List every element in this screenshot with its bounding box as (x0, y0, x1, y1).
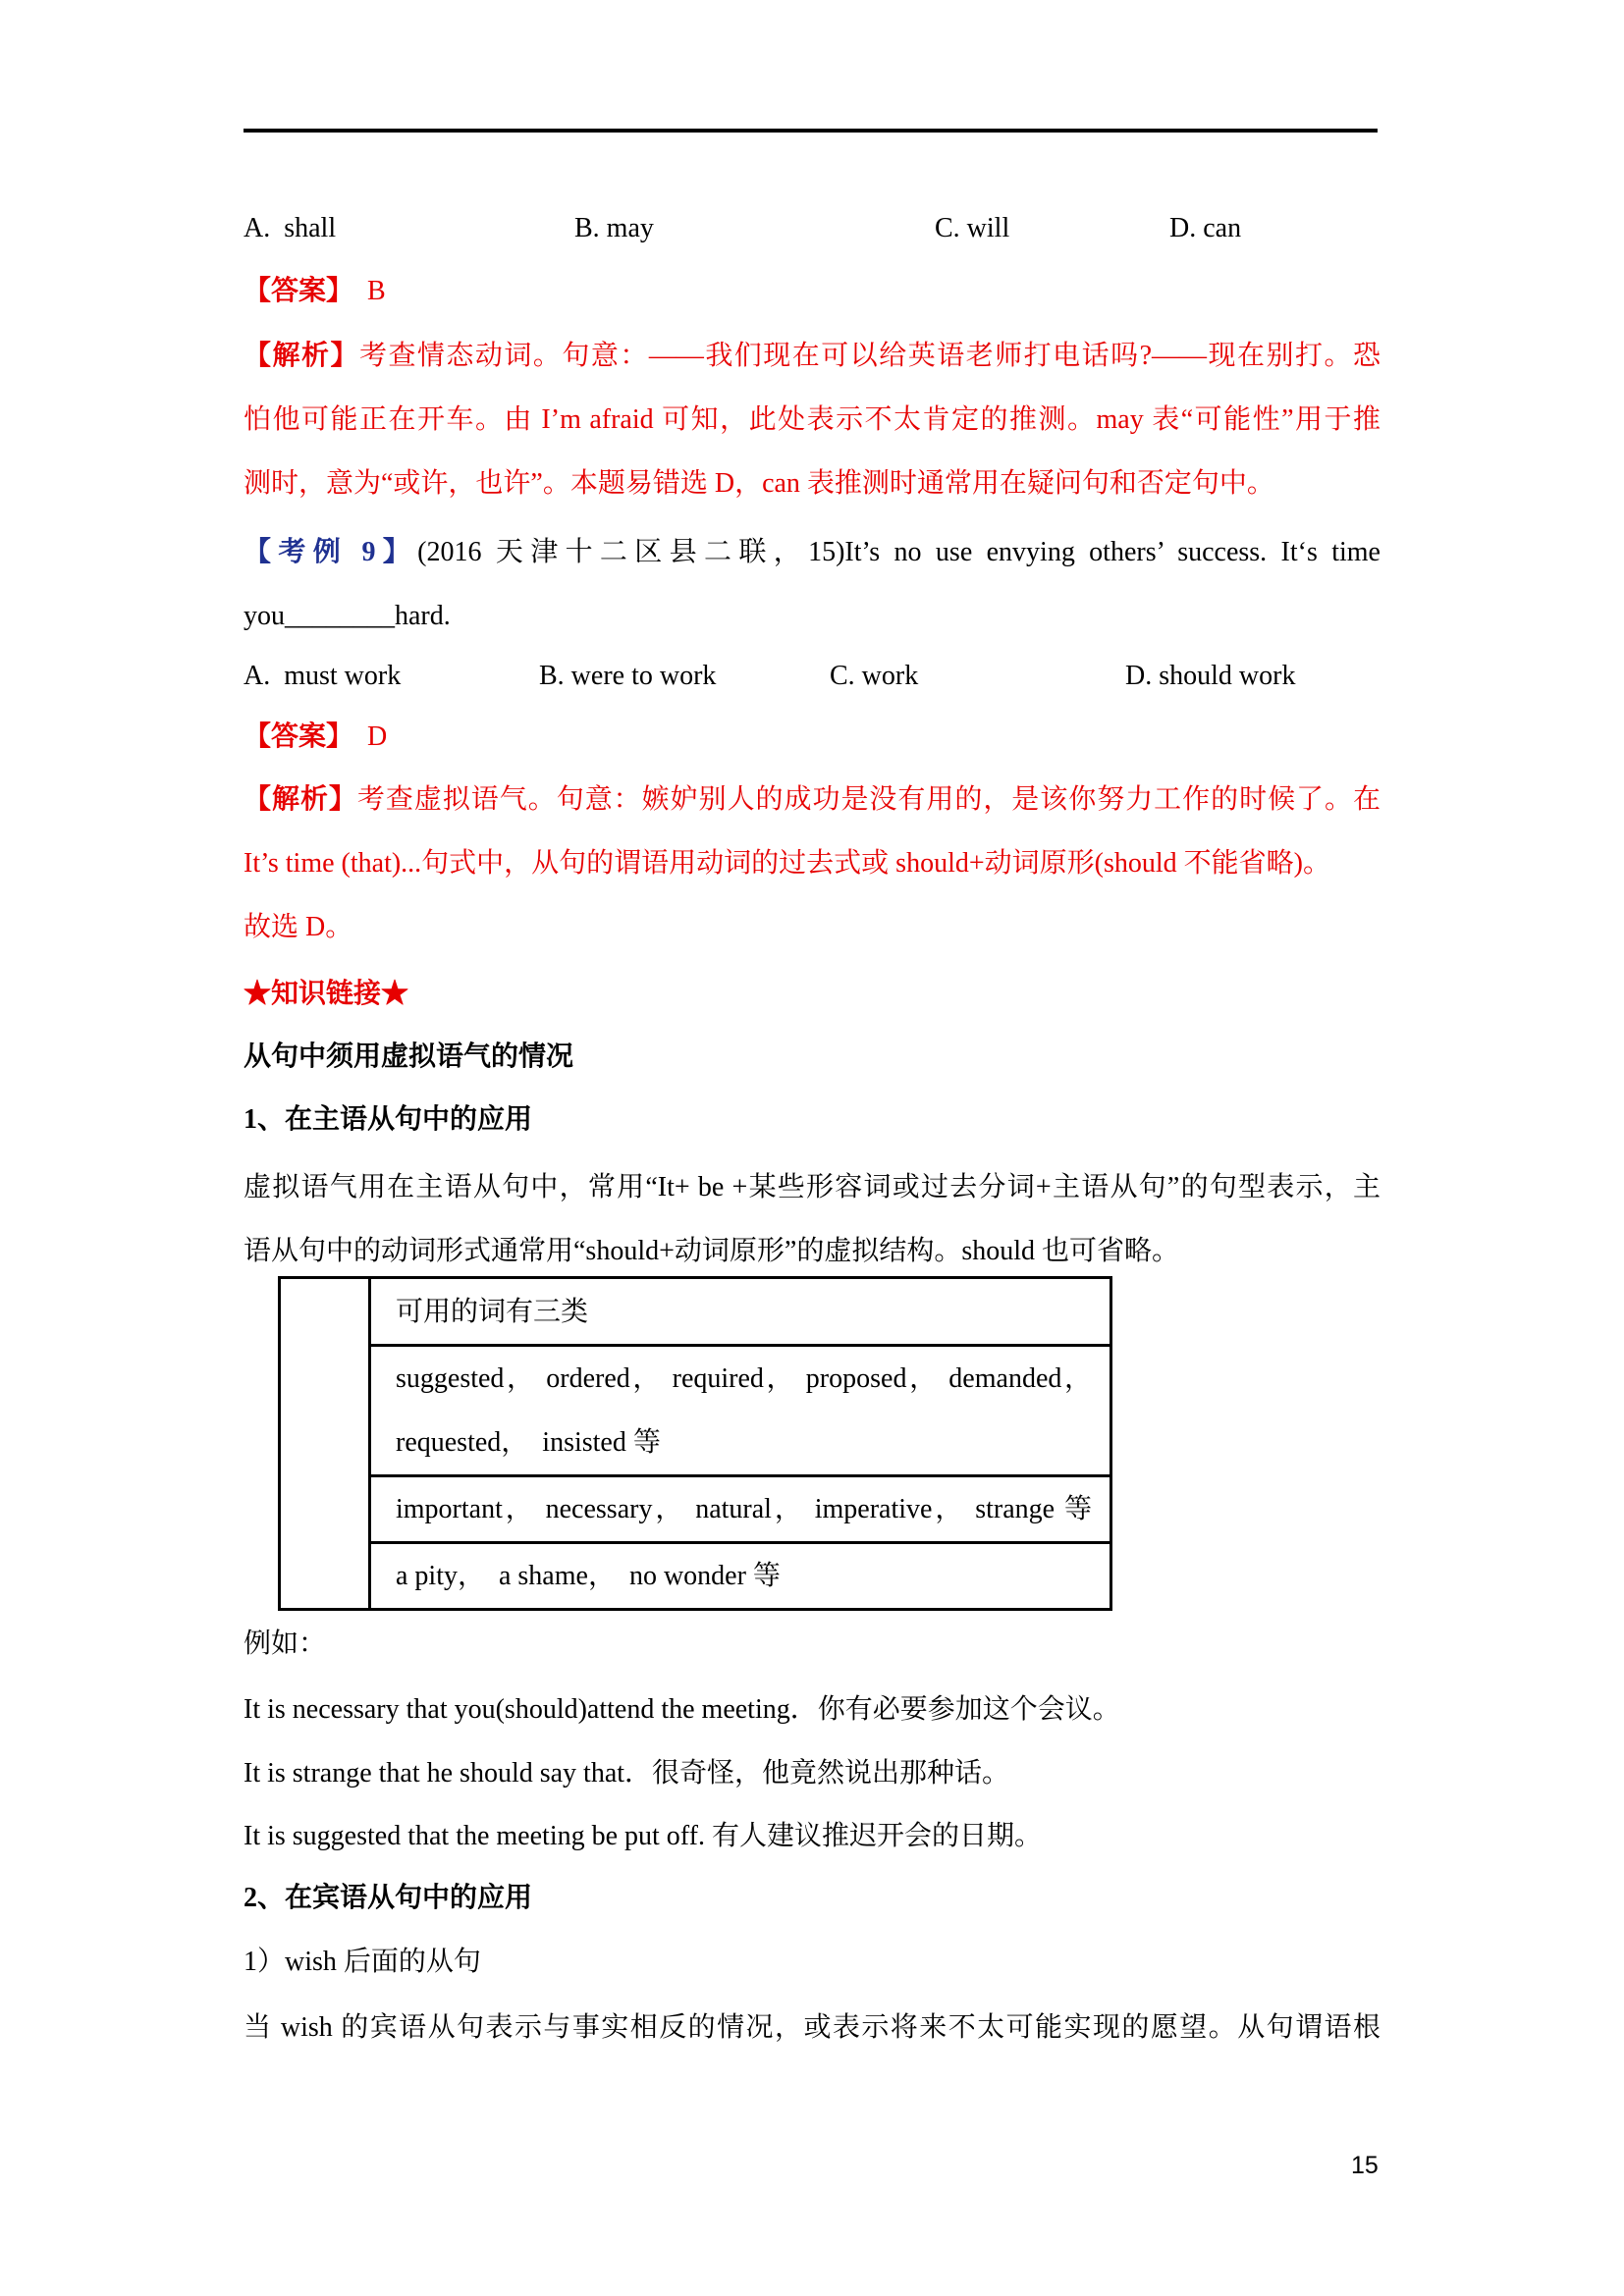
table-verbs-cell (370, 1346, 1111, 1476)
example-sentence-3: It is suggested that the meeting be put off. 有人建议推迟开会的日期。 (244, 1821, 1042, 1851)
q2-answer-line (244, 705, 1380, 769)
q2-option-c: C. work (830, 661, 919, 691)
q2-analysis-label: 【解析】 (244, 784, 357, 815)
table-adjectives-cell (370, 1476, 1111, 1543)
table-row (280, 1543, 1111, 1610)
q1-option-d: D. can (1169, 213, 1242, 243)
table-nouns-cell (370, 1543, 1111, 1610)
table-row (280, 1346, 1111, 1476)
section1-paragraph (244, 1155, 1380, 1283)
table-adjectives-line: important， necessary， natural， imperative， strange 等 (396, 1494, 1092, 1524)
section1-title: 1、在主语从句中的应用 (244, 1104, 533, 1135)
q1-option-c: C. will (935, 213, 1010, 243)
table-verbs-line-2: requested， insisted 等 (396, 1427, 661, 1458)
page-number: 15 (1351, 2152, 1379, 2179)
q2-example-tag: 【考例 9】 (244, 537, 418, 567)
q1-answer-label: 【答案】 (244, 276, 354, 306)
q2-stem-line-2: you________hard. (244, 601, 451, 631)
section2-line-1: 当 wish 的宾语从句表示与事实相反的情况，或表示将来不太可能实现的愿望。从句谓语根 (244, 2012, 1380, 2043)
q2-option-d: D. should work (1125, 661, 1296, 691)
knowledge-heading: 从句中须用虚拟语气的情况 (244, 1041, 574, 1072)
q1-analysis-line-2: 怕他可能正在开车。由 I’m afraid 可知，此处表示不太肯定的推测。may 表“可能性”用于推 (244, 404, 1380, 435)
section2-title: 2、在宾语从句中的应用 (244, 1883, 533, 1913)
q2-stem-line-1 (244, 520, 1380, 584)
table-verbs-line-1: suggested， ordered， required， proposed， demanded， (396, 1363, 1092, 1394)
table-row (280, 1476, 1111, 1543)
example-sentence-1: It is necessary that you(should)attend the meeting．你有必要参加这个会议。 (244, 1694, 1120, 1725)
q2-options-row (244, 644, 1380, 708)
table-header-cell: 可用的词有三类 (370, 1278, 1111, 1346)
knowledge-banner: ★知识链接★ (244, 979, 409, 1009)
q2-stem (244, 520, 1380, 648)
table-row (280, 1278, 1111, 1346)
q2-analysis-line-1 (244, 768, 1380, 831)
q2-answer-value: D (367, 721, 388, 752)
q1-option-a: A. shall (244, 213, 337, 243)
q1-answer-line (244, 259, 1380, 323)
q2-answer-label: 【答案】 (244, 721, 354, 752)
words-table (278, 1276, 1112, 1611)
example-sentence-2: It is strange that he should say that．很奇怪，他竟然说出那种话。 (244, 1758, 1010, 1789)
q2-option-a: A. must work (244, 661, 402, 691)
q1-option-b: B. may (574, 213, 654, 243)
q2-stem-text: (2016 天津十二区县二联，15)It’s no use envying others’ success. It‘s time (417, 537, 1380, 567)
q1-answer-value: B (367, 276, 386, 306)
header-rule (244, 129, 1378, 133)
q1-analysis-line-3: 测时，意为“或许，也许”。本题易错选 D，can 表推测时通常用在疑问句和否定句中。 (244, 468, 1274, 499)
q1-analysis-label: 【解析】 (244, 341, 359, 371)
q1-analysis-line-1 (244, 324, 1380, 388)
table-side-cell (280, 1278, 370, 1610)
q2-analysis-text-1: 考查虚拟语气。句意：嫉妒别人的成功是没有用的，是该你努力工作的时候了。在 (356, 784, 1380, 815)
examples-label: 例如： (244, 1629, 327, 1659)
table-nouns-line: a pity， a shame， no wonder 等 (396, 1561, 781, 1591)
q1-analysis (244, 324, 1380, 515)
section1-line-1: 虚拟语气用在主语从句中，常用“It+ be +某些形容词或过去分词+主语从句”的句型表示，主 (244, 1172, 1380, 1202)
q1-options-row (244, 196, 1380, 260)
q1-analysis-text-1: 考查情态动词。句意：——我们现在可以给英语老师打电话吗?——现在别打。恐 (358, 341, 1380, 371)
section2-subtitle: 1）wish 后面的从句 (244, 1947, 481, 1977)
section1-line-2: 语从句中的动词形式通常用“should+动词原形”的虚拟结构。should 也可省略。 (244, 1236, 1180, 1266)
q2-analysis-line-3: 故选 D。 (244, 912, 353, 942)
q2-option-b: B. were to work (539, 661, 717, 691)
q2-analysis (244, 768, 1380, 959)
q2-analysis-line-2: It’s time (that)...句式中，从句的谓语用动词的过去式或 should+动词原形(should 不能省略)。 (244, 848, 1330, 879)
